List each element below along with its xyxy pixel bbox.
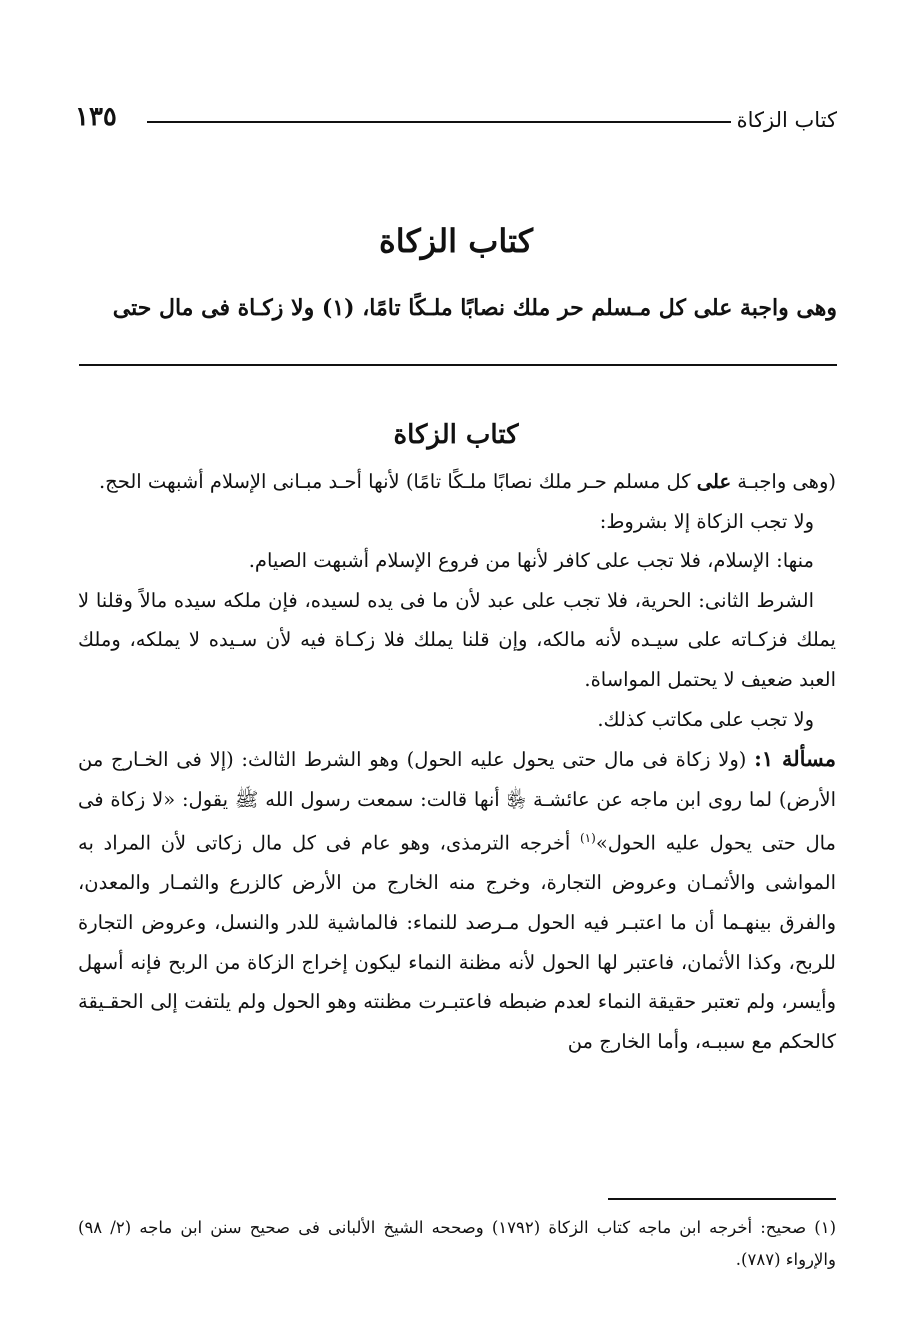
emphasis-text: على: [696, 470, 732, 493]
paragraph-text: ولا تجب الزكاة إلا بشروط:: [599, 509, 814, 533]
running-title: كتاب الزكاة: [736, 108, 837, 132]
footnotes: [78, 1212, 836, 1276]
masala-text: أخرجه الترمذى، وهو عام فى كل مال زكاتى لأن المراد به المواشى والأثمـان وعروض التجارة، وخرج منه الخارج من الأرض كالزرع والثمـار والمعدن، والفرق بينهـما أن ما اعتبـر فيه الحول مـرصد للنماء: فالماشية للدر والنسل، وعروض التجارة للربح، وكذا الأثمان، فاعتبر لها الحول لأنه مظنة النماء ليكون إخراج الزكاة من الربح فإنه أسهل وأيسر، ولم تعتبر حقيقة النماء لعدم ضبطه فاعتبـرت مظنته وهو الحول ولم يلتفت إلى الحقـيقة كالحكم مع سببـه، وأما الخارج من: [78, 831, 836, 1053]
masala-label: مسألة ١:: [754, 746, 836, 772]
footnote: (١) صحيح: أخرجه ابن ماجه كتاب الزكاة (١٧٩٢) وصححه الشيخ الألبانى فى صحيح سنن ابن ماجه (٢/ ٩٨) والإرواء (٧٨٧).: [78, 1218, 836, 1269]
footnote-reference[interactable]: (١): [579, 831, 596, 846]
running-header: [75, 100, 837, 140]
masala-text: (ولا زكاة فى مال حتى يحول عليه الحول) وهو الشرط الثالث: (إلا فى الخـارج من الأرض) لما روى ابن ماجه عن عائشـة ﵂ أنها قالت: سمعت رسول الله ﷺ يقول: «لا زكاة فى مال حتى يحول عليه الحول»: [78, 748, 836, 855]
section-divider: [79, 364, 837, 366]
paragraph-text: (وهى واجبـة: [731, 470, 836, 493]
header-rule: [147, 121, 731, 123]
paragraph-text: ولا تجب على مكاتب كذلك.: [597, 707, 814, 731]
sharh-heading: كتاب الزكاة: [393, 420, 519, 450]
paragraph-text: كل مسلم حـر ملك نصابًا ملـكًا تامًا) لأنها أحـد مبـانى الإسلام أشبهت الحج.: [98, 470, 697, 493]
masala-paragraph: [78, 739, 836, 1061]
paragraph-text: منها: الإسلام، فلا تجب على كافر لأنها من فروع الإسلام أشبهت الصيام.: [248, 549, 814, 573]
paragraph: [78, 462, 836, 502]
paragraph: [78, 541, 836, 581]
commentary-body: [78, 462, 836, 1061]
paragraph-text: الشرط الثانى: الحرية، فلا تجب على عبد لأن ما فى يده لسيده، فإن ملكه سيده مالاً وقلنا لا يملك فزكـاته على سيـده لأنه مالكه، وإن قلنا يملك فلا زكـاة فيه لأن سـيده لا يملكه، وملك العبد ضعيف لا يحتمل المواساة.: [78, 588, 836, 691]
paragraph: [78, 700, 836, 740]
paragraph: [78, 581, 836, 700]
matn-heading: كتاب الزكاة: [379, 222, 533, 260]
matn-text: وهى واجبة على كل مـسلم حر ملك نصابًا ملـكًا تامًا، (١) ولا زكـاة فى مال حتى: [112, 295, 837, 321]
footnote-rule: [608, 1198, 836, 1200]
page-number: ١٣٥: [75, 102, 117, 132]
paragraph: [78, 502, 836, 542]
